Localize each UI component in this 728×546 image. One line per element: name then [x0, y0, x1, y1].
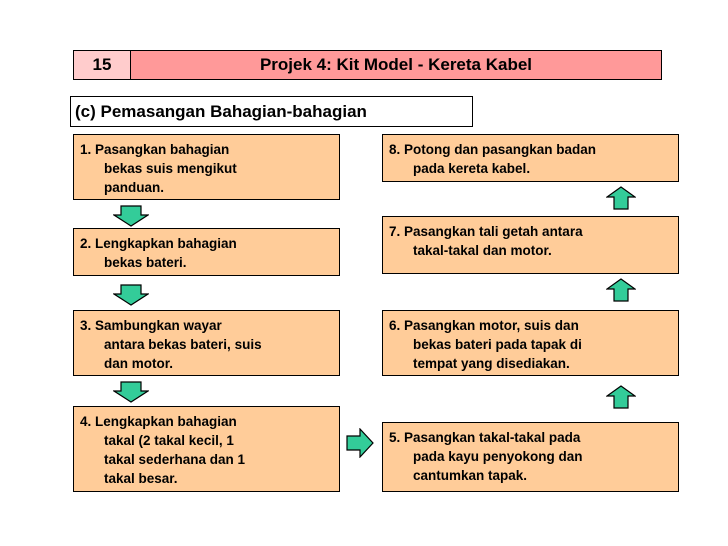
step-6-line-2: bekas bateri pada tapak di: [413, 337, 582, 352]
step-3-line-2: antara bekas bateri, suis: [104, 337, 262, 352]
step-2: [73, 228, 340, 276]
step-3-line-1: 3. Sambungkan wayar: [80, 318, 222, 333]
arrow-down-icon: [113, 284, 149, 306]
step-3-line-3: dan motor.: [104, 356, 174, 371]
step-8-line-2: pada kereta kabel.: [413, 161, 531, 176]
arrow-up-icon: [606, 186, 636, 210]
step-5-line-2: pada kayu penyokong dan: [413, 449, 583, 464]
step-4-line-1: 4. Lengkapkan bahagian: [80, 414, 237, 429]
step-1-line-1: 1. Pasangkan bahagian: [80, 142, 230, 157]
step-8-line-1: 8. Potong dan pasangkan badan: [389, 142, 597, 157]
step-7: [382, 216, 679, 274]
step-3: [73, 310, 340, 376]
project-number: 15: [73, 50, 131, 80]
step-1-line-2: bekas suis mengikut: [104, 161, 237, 176]
arrow-up-icon: [606, 385, 636, 409]
step-5-line-3: cantumkan tapak.: [413, 468, 528, 483]
step-7-line-2: takal-takal dan motor.: [413, 243, 552, 258]
step-6: [382, 310, 679, 376]
section-title: (c) Pemasangan Bahagian-bahagian: [70, 96, 473, 127]
step-2-line-2: bekas bateri.: [104, 255, 187, 270]
arrow-right-icon: [346, 428, 374, 458]
step-8: [382, 134, 679, 182]
step-5-line-1: 5. Pasangkan takal-takal pada: [389, 430, 581, 445]
project-title: Projek 4: Kit Model - Kereta Kabel: [131, 50, 662, 80]
step-6-line-1: 6. Pasangkan motor, suis dan: [389, 318, 579, 333]
arrow-up-icon: [606, 278, 636, 302]
step-4-line-2: takal (2 takal kecil, 1: [104, 433, 234, 448]
step-2-line-1: 2. Lengkapkan bahagian: [80, 236, 237, 251]
step-4-line-3: takal sederhana dan 1: [104, 452, 246, 467]
step-4: [73, 406, 340, 492]
step-1: [73, 134, 340, 200]
step-5: [382, 422, 679, 492]
arrow-down-icon: [113, 205, 149, 227]
step-6-line-3: tempat yang disediakan.: [413, 356, 570, 371]
arrow-down-icon: [113, 381, 149, 403]
step-7-line-1: 7. Pasangkan tali getah antara: [389, 224, 583, 239]
step-1-line-3: panduan.: [104, 180, 164, 195]
step-4-line-4: takal besar.: [104, 471, 178, 486]
